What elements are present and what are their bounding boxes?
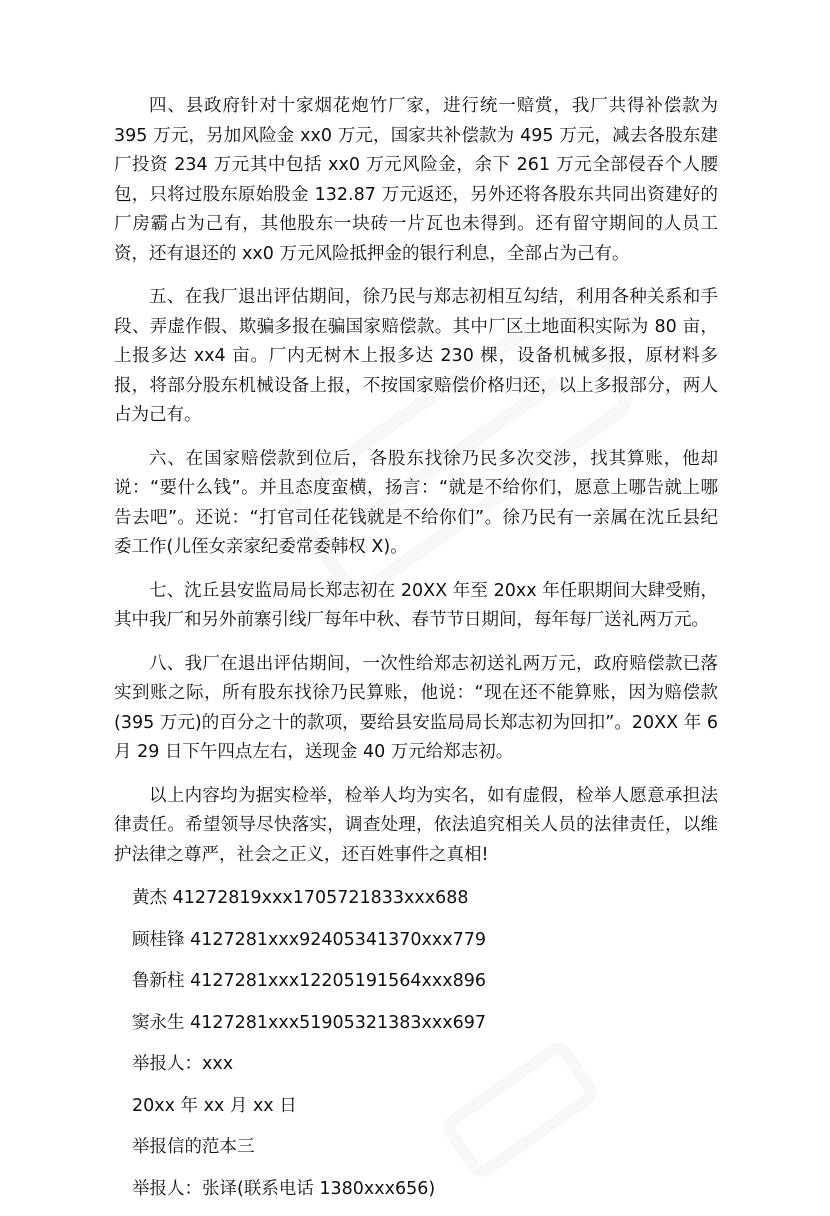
section-title: 举报信的范本三 [132,1137,255,1157]
date-line: 20xx 年 xx 月 xx 日 [132,1095,297,1116]
signatory-line: 黄杰 41272819xxx1705721833xxx688 [132,888,469,908]
paragraph-five: 五、在我厂退出评估期间，徐乃民与郑志初相互勾结，利用各种关系和手段、弄虚作假、欺骗多报在骗国家赔偿款。其中厂区土地面积实际为 80 亩，上报多达 xx4 亩。厂内无树木上报多达 230 棵，设备机械多报，原材料多报，将部分股东机械设备上报，不按国家赔偿价格归还，以上多报部分，两人占为己有。 [114,287,718,425]
signatory-line: 顾桂锋 4127281xxx92405341370xxx779 [132,929,487,950]
letter-body [114,92,718,1216]
paragraph-six: 六、在国家赔偿款到位后，各股东找徐乃民多次交涉，找其算账，他却说：“要什么钱”。并且态度蛮横，扬言：“就是不给你们，愿意上哪告就上哪告去吧”。还说：“打官司任花钱就是不给你们”。徐乃民有一亲属在沈丘县纪委工作(儿侄女亲家纪委常委韩权 X)。 [114,448,718,557]
paragraph-four: 四、县政府针对十家烟花炮竹厂家，进行统一赔赏，我厂共得补偿款为395 万元，另加风险金 xx0 万元，国家共补偿款为 495 万元，减去各股东建厂投资 234 万元其中包括 xx0 万元风险金，余下 261 万元全部侵吞个人腰包，只将过股东原始股金 132.87 万元返还，另外还将各股东共同出资建好的厂房霸占为己有，其他股东一块砖一片瓦也未得到。还有留守期间的人员工资，还有退还的 xx0 万元风险抵押金的银行利息，全部占为己有。 [114,96,718,264]
next-reporter-line: 举报人：张译(联系电话 1380xxx656) [132,1178,436,1199]
signatory-line: 窦永生 4127281xxx51905321383xxx697 [132,1012,487,1033]
reporter-line: 举报人：xxx [132,1054,234,1074]
signatory-line: 鲁新柱 4127281xxx12205191564xxx896 [132,971,487,991]
paragraph-eight: 八、我厂在退出评估期间，一次性给郑志初送礼两万元，政府赔偿款已落实到账之际，所有股东找徐乃民算账，他说：“现在还不能算账，因为赔偿款(395 万元)的百分之十的款项，要给县安监局局长郑志初为回扣”。20XX 年 6 月 29 日下午四点左右，送现金 40 万元给郑志初。 [114,653,718,762]
paragraph-seven: 七、沈丘县安监局局长郑志初在 20XX 年至 20xx 年任职期间大肆受贿，其中我厂和另外前寨引线厂每年中秋、春节节日期间，每年每厂送礼两万元。 [114,580,718,630]
paragraph-closing: 以上内容均为据实检举，检举人均为实名，如有虚假，检举人愿意承担法律责任。希望领导尽快落实，调查处理，依法追究相关人员的法律责任，以维护法律之尊严，社会之正义，还百姓事件之真相! [114,785,718,865]
